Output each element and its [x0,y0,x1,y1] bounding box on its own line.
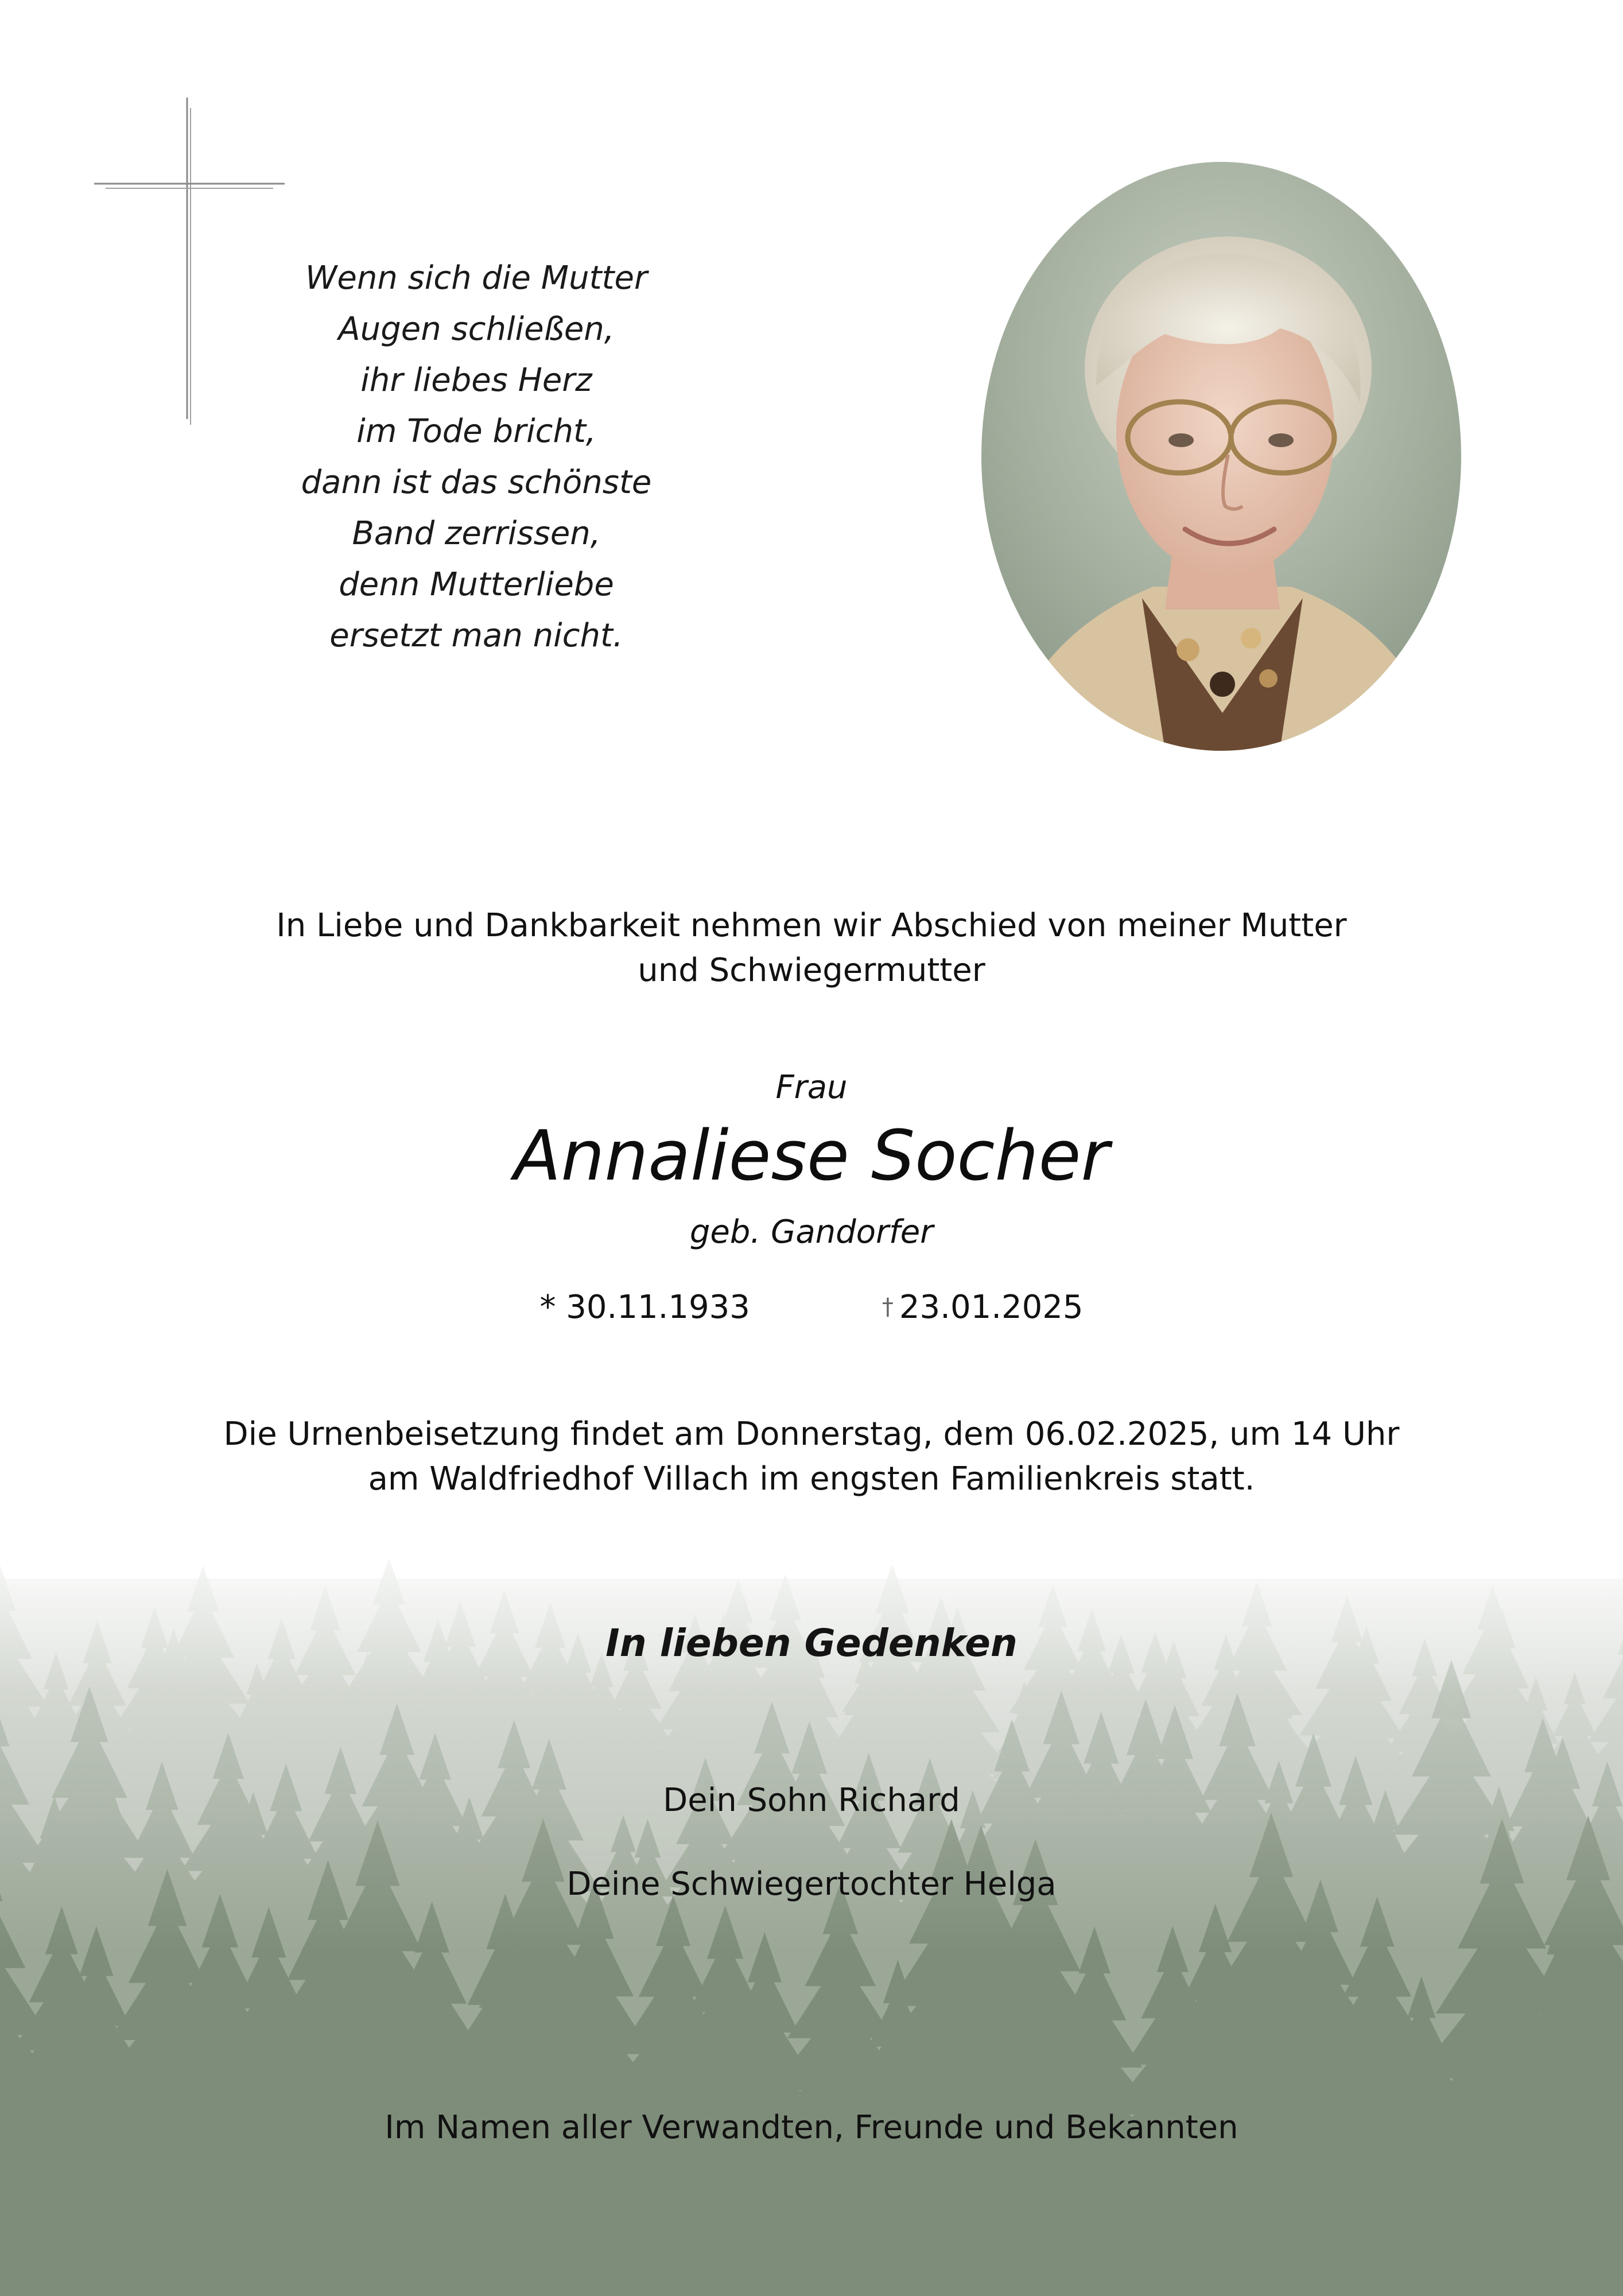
mourner-daughter-in-law: Deine Schwiegertochter Helga [566,1865,1057,1903]
poem-line: Wenn sich die Mutter [305,259,647,297]
portrait-photo [981,162,1461,751]
salutation: Frau [775,1069,848,1106]
closing-line: Im Namen aller Verwandten, Freunde und Bekannten [385,2109,1238,2146]
service-line: Die Urnenbeisetzung findet am Donnerstag, dem 06.02.2025, um 14 Uhr [223,1415,1400,1453]
poem-line: im Tode bricht, [356,413,596,450]
death-date: 23.01.2025 [899,1289,1084,1326]
poem [247,253,706,661]
mourner-son: Dein Sohn Richard [663,1782,960,1819]
service-info [0,1412,1623,1502]
poem-line: ersetzt man nicht. [329,617,623,654]
poem-line: Augen schließen, [338,311,615,348]
poem-line: ihr liebes Herz [360,362,592,399]
poem-line: dann ist das schönste [301,464,652,501]
birth-date: * 30.11.1933 [539,1289,750,1326]
poem-line: Band zerrissen, [352,515,601,552]
dagger-icon: † [882,1294,894,1320]
farewell-intro [0,903,1623,993]
life-dates [0,1285,1623,1330]
intro-line: und Schwiegermutter [638,952,985,989]
memory-heading: In lieben Gedenken [605,1621,1018,1665]
intro-line: In Liebe und Dankbarkeit nehmen wir Abschied von meiner Mutter [276,907,1347,944]
deceased-name: Annaliese Socher [514,1116,1109,1196]
maiden-name: geb. Gandorfer [689,1213,934,1251]
service-line: am Waldfriedhof Villach im engsten Familienkreis statt. [368,1460,1255,1498]
poem-line: denn Mutterliebe [339,566,614,603]
